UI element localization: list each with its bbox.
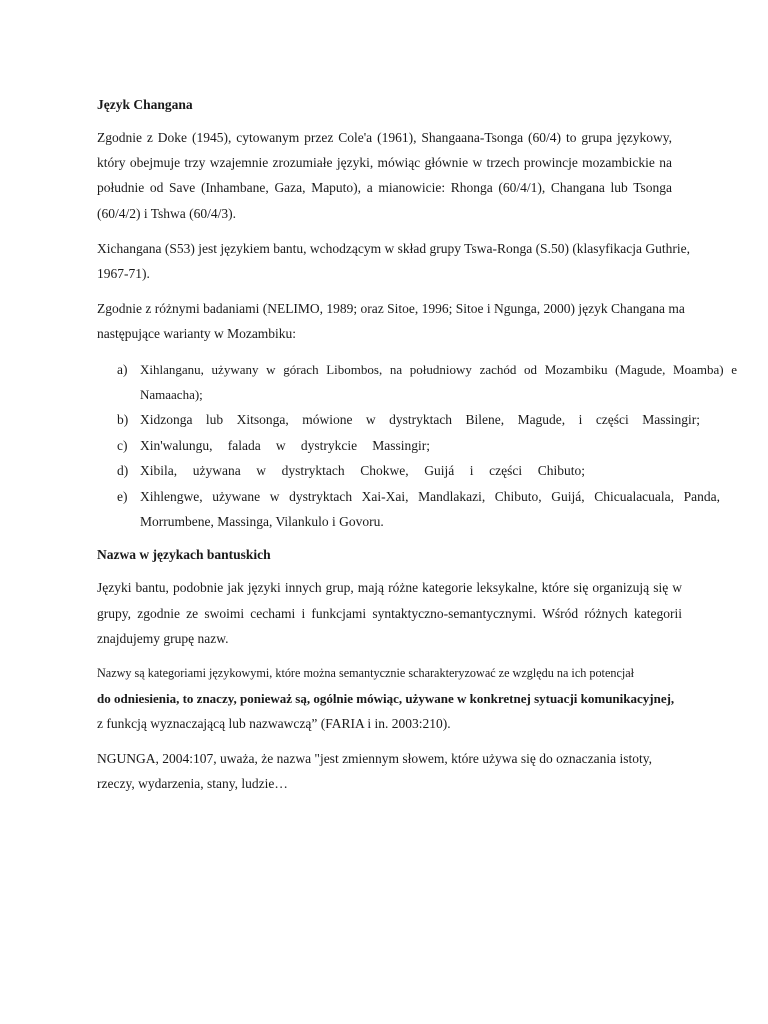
- list-item: [97, 458, 737, 483]
- list-marker: b): [117, 412, 129, 428]
- quote-line-2-bold: do odniesienia, to znaczy, ponieważ są, ogólnie mówiąc, używane w konkretnej sytuacji komunikacyjnej,: [97, 691, 675, 707]
- list-item-text: Xin'walungu, falada w dystrykcie Massingir;: [140, 437, 430, 453]
- list-item: [97, 484, 737, 535]
- list-item: [97, 407, 737, 432]
- list-item-text: Xidzonga lub Xitsonga, mówione w dystryktach Bilene, Magude, i części Massingir;: [140, 412, 700, 428]
- paragraph-variants-intro: Zgodnie z różnymi badaniami (NELIMO, 1989; oraz Sitoe, 1996; Sitoe i Ngunga, 2000) język Changana ma następujące warianty w Mozambiku:: [97, 301, 685, 342]
- list-marker: d): [117, 463, 129, 479]
- list-item-text: Xihlengwe, używane w dystryktach Xai-Xai, Mandlakazi, Chibuto, Guijá, Chicualacuala, Panda, Morrumbene, Massinga, Vilankulo i Govoru.: [140, 488, 720, 530]
- list-marker: c): [117, 437, 128, 453]
- paragraph-doke: Zgodnie z Doke (1945), cytowanym przez Cole'a (1961), Shangaana-Tsonga (60/4) to grupa językowy, który obejmuje trzy wzajemnie zrozumiałe języki, mówiąc głównie w trzech prowincje mozambickie na południe od Save (Inhambane, Gaza, Maputo), a mianowicie: Rhonga (60/4/1), Changana lub Tsonga (60/4/2) i Tshwa (60/4/3).: [97, 130, 672, 221]
- paragraph-ngunga: NGUNGA, 2004:107, uważa, że nazwa "jest zmiennym słowem, które używa się do oznaczania istoty, rzeczy, wydarzenia, stany, ludzie…: [97, 751, 652, 792]
- paragraph-xichangana: Xichangana (S53) jest językiem bantu, wchodzącym w skład grupy Tswa-Ronga (S.50) (klasyfikacja Guthrie, 1967-71).: [97, 240, 691, 282]
- quote-line-1: Nazwy są kategoriami językowymi, które można semantycznie scharakteryzować ze względu na ich potencjał: [97, 666, 635, 681]
- document-page: [97, 92, 737, 806]
- list-item-text: Xibila, używana w dystryktach Chokwe, Guijá i części Chibuto;: [140, 463, 585, 479]
- quote-line-3: z funkcją wyznaczającą lub nazwawczą” (FARIA i in. 2003:210).: [97, 716, 451, 732]
- variants-list: [97, 357, 737, 535]
- list-item: [97, 357, 737, 408]
- list-marker: a): [117, 361, 128, 377]
- section-heading-changana: Język Changana: [97, 97, 193, 112]
- list-item: [97, 433, 737, 458]
- section-heading-nazwa: Nazwa w językach bantuskich: [97, 547, 271, 563]
- paragraph-jezyki-bantu: Języki bantu, podobnie jak języki innych grup, mają różne kategorie leksykalne, które się organizują się w grupy, zgodnie ze swoimi cechami i funkcjami syntaktyczno-semantycznymi. Wśród różnych kategorii znajdujemy grupę nazw.: [97, 580, 682, 646]
- list-marker: e): [117, 488, 128, 504]
- list-item-text: Xihlanganu, używany w górach Libombos, na południowy zachód od Mozambiku (Magude, Moamba) e Namaacha);: [140, 361, 737, 403]
